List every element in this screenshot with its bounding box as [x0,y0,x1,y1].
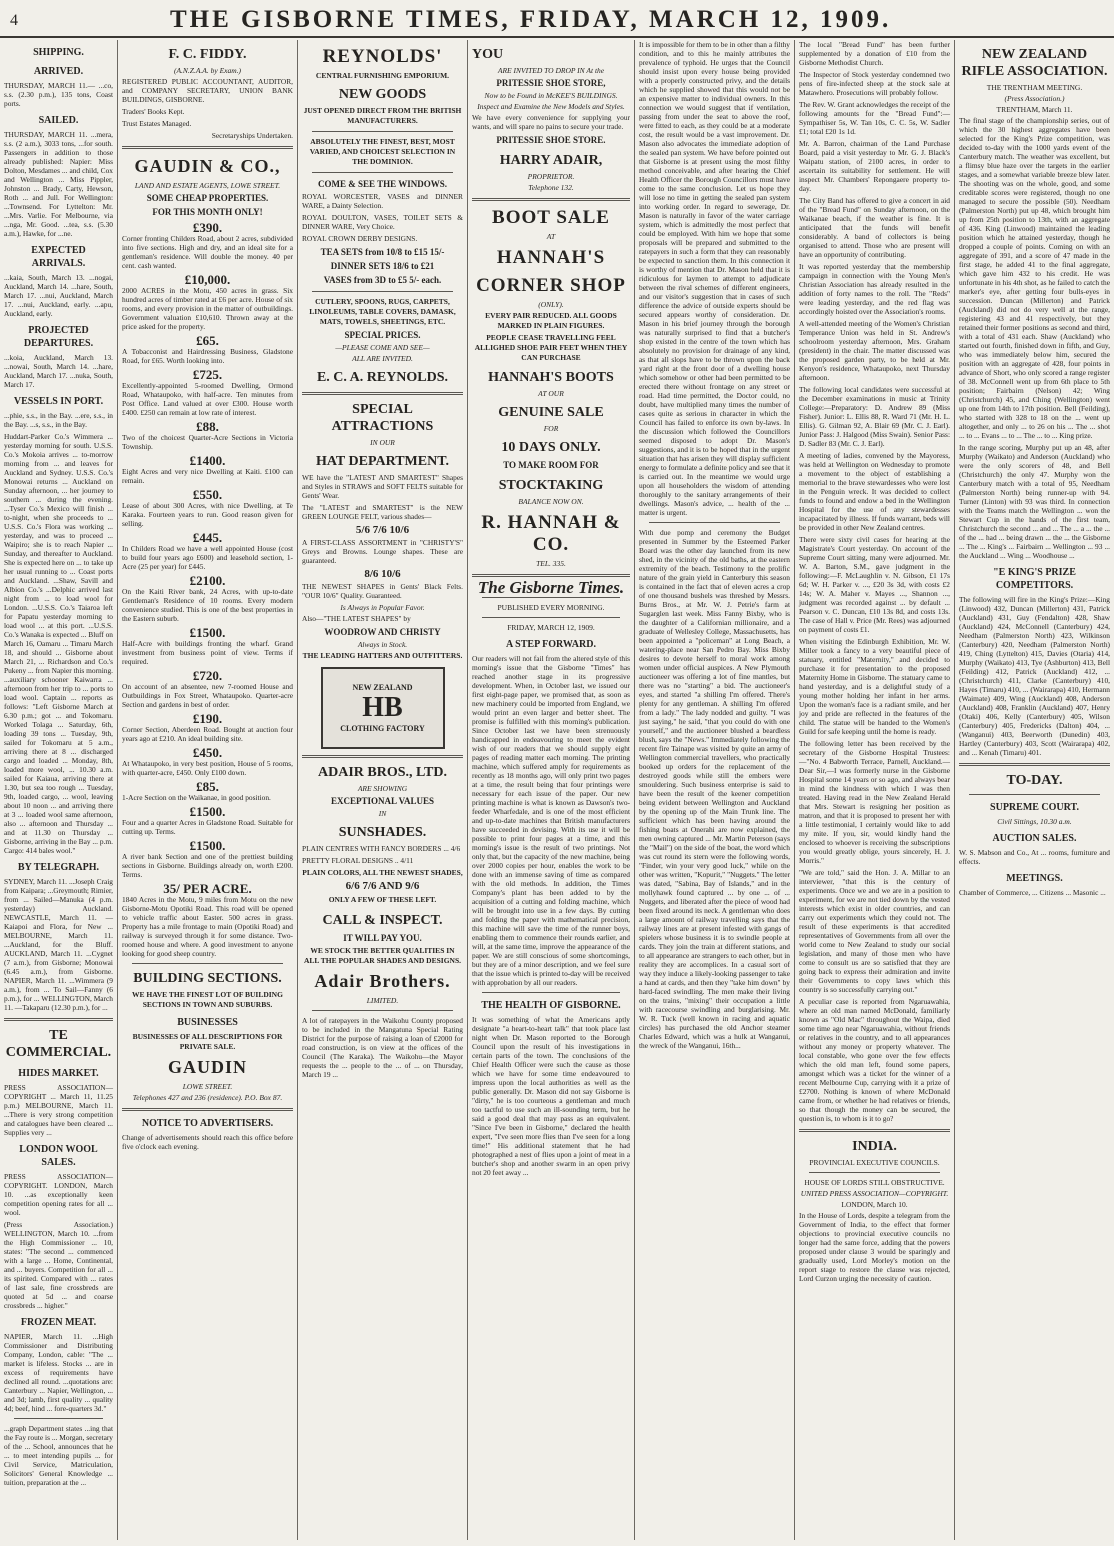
vases: VASES from 3D to £5 5/- each. [323,275,442,285]
column-news [635,40,795,1540]
divider [4,1018,113,1021]
gaudin-footer-street: LOWE STREET. [182,1082,233,1091]
membership-text: It was reported yesterday that the membership campaign in connection with the Young Men's Christian Association has already resulted in the addition of forty names to the roll. The "Reds" were leading yesterday, and the red flag was accordingly hoisted over the Association's rooms. [799,262,950,316]
hon-text: "We are told," said the Hon. J. A. Millar to an interviewer, "that this is the century of experiments. Once we and we are in a position to experiment, for we are not tied down by the vested interests which exist in older countries, and can carry out experiments which they could not. The result of these experiments is that accredited representatives of Governments from all over the world come to New Zealand to study our social legislation, and many of those men who have come to consult us are so satisfied that they are going back to express their admiration and invite their Governments to copy laws which this country is so successfully carrying out." [799,868,950,994]
harry-adair: HARRY ADAIR, [499,153,603,168]
divider [14,1418,103,1419]
ware-item: ROYAL WORCESTER, VASES and DINNER WARE, a Dainty Selection. [302,192,463,210]
listing-text: Two of the choicest Quarter-Acre Sections in Victoria Township. [122,433,293,451]
stocktaking: STOCKTAKING [498,478,604,493]
commercial-heading: TE COMMERCIAL. [5,1028,112,1060]
wool-text-2: (Press Association.) WELLINGTON, March 10. ...from the High Commissioner ... 10, states: "The second ... commenced with a large ... Home, Continental, and ... buyers. Competition for all ... its spirited. Compared with ... rates of last sale, fine crossbreds are quoted at 5d ... and coarse crossbreds ... higher." [4,1220,113,1310]
news-text: With due pomp and ceremony the Budget presented in Summer by the Esteemed Parker Board was the other day launched from its new shed, in the vicinity of the old baths, at the eastern extremity of the beach. Testimony to the prolific nature of the grain yield in Canterbury this season is contained in the fact that of eleven acres a crop of one thousand bushels was threshed by Messrs. Burns Bros., at Mr. W. J. Petrie's farm at Sugarglen last week. Miss Fanny Bixby, who is the daughter of a Californian millionaire, and a graduate of Wellesley College, Massachusetts, has been appointed a "policeman" at Long Beach, a watering-place near San Pedro Bay. Miss Bixby desires to devote herself to moral work among women under official auspices. A New Plymouth auctioneer was offering a lot of fine mantles, but there was no "starting" a bid. The auctioneer's eyes, and started "a shilling I'm offered. There's plenty for any gentleman. A shilling I'm offered from a lady." The lady nodded and guilty. "I was just saying," he said, "that you could do with one yourself," and the auctioneer blushed a beardless blush, says the "News." Immediately following the recent fire Tainape was visited by quite an army of Wellington commercial travellers, who practically booked up orders for the replacement of the destroyed goods while still the embers were smouldering. Such business enterprise is said to have been the result of the keener competition being evident between Wellington and Auckland by the opening up of the Main Trunk line. The sufficient which has been having around the fishing boats at Onerahi are now explained, the men owning captured ... Mr. Martin Peterson (says the "Mail") on the side of the boat, the word which was cut round its stern were the following words, "Finder, win your very good luck," while on the other was written, "Kopurit," "Nuggets." The letter was dated, "Sabina, Bay of Islands," and in the mollyhawk found captured ... by one ... of ... Nuggets, and liberated after the piece of wood had been fixed around its neck. A gentleman who does a large amount of railway travelling says that the railway lines are at present infested with gangs of spielers whose business it is to swindle people at cards. They join the train at different stations, and to all appearance are strangers to each other, but in reality they are accomplices. In a casual sort of way they induce a likely-looking passenger to take a hand at cards, and then they "take him down" by hard-faced swindling. The men make their living on the trains, "mixing" their occupation a little with racecourse swindling and burglarising. Mr. W. R. Tuck (well known in racing and aquatic circles) has purchased the old Anchor steamer Charles Edward, which was a hulk at Wanganui, the wreck of the Wanganui, 16th... [639,528,790,1050]
listing-text: Corner fronting Childers Road, about 2 acres, subdivided into five sections. High and dry, and an ideal site for a gentleman's residence. Will double the money. 40 per cent. cash wanted. [122,234,293,270]
windows-line: COME & SEE THE WINDOWS. [318,179,447,189]
gaudin-footer-phone: Telephones 427 and 236 (residence). P.O. Box 87. [132,1093,283,1102]
hb-clothing-logo [321,667,445,749]
divider [312,1010,453,1011]
reynolds-footer: E. C. A. REYNOLDS. [316,370,449,385]
frozen-meat-heading: FROZEN MEAT. [20,1317,97,1328]
call-inspect: CALL & INSPECT. [322,913,443,928]
ware-item: ROYAL CROWN DERBY DESIGNS. [302,234,418,243]
listing-price: £1500. [189,625,226,640]
listing-price: £65. [196,333,219,348]
listing-text: Four and a quarter Acres in Gladstone Road. Suitable for cutting up. Terms. [122,818,293,836]
vessels-notes: Huddart-Parker Co.'s Wimmera ... yesterday morning for south. U.S.S. Co.'s Mokoia arrives ... to-morrow morning from ... and leaves for Auckland and Sydney. U.S.S. Co.'s Monowai returns ... Auckland on Sunday afternoon, ... her journey to southern ... during the evening. ...Tyser Co.'s Mexico will finish ... to-night, when she proceeds to ... U.S.S. Co.'s Flora was working ... yesterday, and was to proceed ... Waipiro; she is to reach Napier ... Sunday, and thereafter to Auckland. She is expected here on ... to take up her usual running to ... Coast ports and Auckland. ...Shaw, Savill and Albion Co.'s ...Delphic arrived last night from ... to load wool for London. ...U.S.S. Co.'s Taiaroa left for Papatu yesterday morning to load wool ... at this port. ...U.S.S. Co.'s Wanaka is expected ... Bluff on March 16, Oamaru ... Timaru March 18, and should ... Gisborne about March 21, ... Richardson and Co.'s Pukeny ... from Napier this morning. ...auxiliary schooner Kaiwarra ... afternoon from her trip to ... ports to load wool. Captain ... reports as follows: "Left Gisborne March at 6.30 p.m.; got ... and Tokomaru. Worked Tolaga ... Saturday, 6th, loading 39 tons ... Tuesday, 9th, sailed for Tokomaru at 5 a.m., arriving there at 8 ... discharged cargo and loaded ... Monday, 8th, loaded more wool, ... 10.30 a.m. sailed for Kaiaua, arriving there at 1.30, but sea too rough ... Tuesday, 9th, loaded cargo, ... wool, leaving about 10 noon ... and arriving there at 3 ... loaded wool same afternoon, also ... afternoon and Thursday ... and at 11.30 on Thursday ... Gisborne, arriving in the Bay ... p.m. Cargo: 414 bales wool." [4,432,113,855]
corner-shop: CORNER SHOP [476,275,626,296]
divider [302,392,463,395]
masthead-title: THE GISBORNE TIMES, FRIDAY, MARCH 12, 1909. [170,6,892,33]
masthead [0,0,1114,38]
please-come: —PLEASE COME AND SEE— [335,343,430,352]
gaudin-sub: LAND AND ESTATE AGENTS, LOWE STREET. [134,181,281,190]
listing-price: 35/ PER ACRE. [163,881,252,896]
logo-mark: HB [362,692,403,723]
make-room: TO MAKE ROOM FOR [503,460,599,470]
floral-designs: PRETTY FLORAL DESIGNS .. 4/11 [302,856,414,865]
step-text: Our readers will not fail from the altered style of this morning's issue that the Gisborne "Times" has reached another stage in its progressive development. When, in October last, we issued our first eight-page paper, we promised that, as soon as new machinery could be imported from England, we would print an even larger and better sheet. The promise is fulfilled with this morning's publication. Since October last we have been strenuously handicapped in endeavouring to meet the evident wish of our readers that we should supply eight pages of reading matter each morning. The printing machine, which suffered amply for requirements as recently as 18 months ago, will only print two pages at a time, the result being that four printings were necessary for each issue of the paper. Our new printing machine is what is known as Dawson's two-feeder Wharfedale, and is one of the most efficient and up-to-date machines that British manufacturers have succeeded in devising. With its use it will be possible to print four pages at a time, and this morning's issue is the result of two printings. Not only that, but the capacity of the new machine, being over 2000 copies per hour, enables the work to be done with an immense saving of time as compared with the old methods. In addition, the Times Company's plant has been added to by the acquisition of a cutting and folding machine, which will be brought into use in a few days. By cutting and folding the paper with mathematical precision, this machine will save the time of the runner boys, enabling them to commence their rounds earlier, and will, at the same time, improve the appearance of the paper. We are still conscious of some shortcomings, but they are of a minor description, and we feel sure that the issue which is printed to-day will be received with approbation by all our readers. [472,654,630,987]
genuine-sale: GENUINE SALE [498,405,604,420]
bread-text: The local "Bread Fund" has been further supplemented by a donation of £10 from the Gisborne Methodist Church. [799,40,950,67]
meeting-text: A meeting of ladies, convened by the Mayoress, was held at Wellington on Wednesday to promote a movement to the object of establishing a memorial to the brave stewardesses who were lost in the Penguin wreck. It was decided to collect funds to found and endow a bed in the Wellington Hospital for the use of any stewardesses incapacitated by illness. If funds warrant, beds will be provided in other New Zealand centres. [799,451,950,532]
limited: LIMITED. [366,996,399,1005]
listing-text: 1-Acre Section on the Waikanae, in good position. [122,793,271,802]
logo-top: NEW ZEALAND [352,683,413,692]
wctu-text: A well-attended meeting of the Women's Christian Temperance Union was held in St. Andrew's schoolroom yesterday afternoon, Mrs. Graham (president) in the chair. The matter discussed was the proposed garden party, to be held at Mr. Kenyon's residence, Whataupoko, next Thursday afternoon. [799,319,950,382]
lounge-text: The "LATEST and SMARTEST" is the NEW GREEN LOUNGE FELT, various shades— [302,503,463,521]
divider [122,1108,293,1111]
stock-text: WE STOCK THE BETTER QUALITIES IN ALL THE POPULAR SHADES AND DESIGNS. [304,946,461,965]
listing-text: On the Kaiti River bank, 24 Acres, with up-to-date Gentleman's Residence of 10 rooms. Every modern convenience studied. This is one of the best properties in the Eastern suburb. [122,587,293,623]
divider [312,172,453,173]
cutlery-text: CUTLERY, SPOONS, RUGS, CARPETS, LINOLEUMS, TABLE COVERS, DAMASK, MATS, TOWELS, SHEETINGS, ETC. [309,297,456,326]
always-stock: Always in Stock. [357,640,408,649]
you-heading: YOU [472,47,504,62]
divider [132,963,283,964]
letter-text: The following letter has been received by the secretary of the Gisborne Hospital Trustees:—"No. 4 Babworth Terrace, Parnell, Auckland.—Dear Sir,—I was formerly nurse in the Gisborne Hospital some 14 years or so ago, and always bear in mind the kindness with which I was then treated. Having read in the New Zealand Herald that Mrs. Stewart is resigning her position as matron, and that it is proposed to present her with a little testimonial, I certainly would like to add my mite. If you, sir, would kindly hand the enclosed to whoever is receiving the subscriptions you would greatly oblige, yours sincerely, H. J. Morris." [799,739,950,865]
health-heading: THE HEALTH OF GISBORNE. [481,1000,621,1011]
health-text: It was something of what the Americans aptly designate "a heart-to-heart talk" that took place last night when Dr. Mason reported to the Borough Council upon the result of his investigations in certain parts of the town. The conclusions of the Chief Health Officer were such the cause as those which we have for some time endeavoured to impress upon the local authorities as well as the public generally. Dr. Mason did not say Gisborne is "dirty," he is too courteous a gentleman and much too tactful to use such an ill-sounding term, but he said a good deal that may pass as an equivalent. "Since I've been in Gisborne," declared the health expert, "I've seen more flies than I've seen for a long time!" His additional statement that he had photographed a nest of flies upon a joint of meat in a butcher's shop and another swarm in an open privy not 20 feet away ... [472,1015,630,1177]
listing-text: On account of an absentee, new 7-roomed House and Outbuildings in Fox Street, Whataupoko. Quarter-acre Section and gardens in best of order. [122,682,293,709]
listing-price: £85. [196,779,219,794]
hat-department: HAT DEPARTMENT. [315,454,450,469]
grant-text: The Rev. W. Grant acknowledges the receipt of the following amounts for the "Bread Fund":—Sympathiser 5s, W. Tan 10s, C. C. 5s, W. Sadler £1; total £20 1s 1d. [799,100,950,136]
listing-price: £1500. [189,804,226,819]
listing-text: Half-Acre with buildings fronting the wharf. Grand investment from business point of view. Terms if required. [122,639,293,666]
in-our: IN OUR [370,438,395,447]
sunshades: SUNSHADES. [338,825,427,840]
listing-price: £10,000. [184,272,231,287]
hannah-co: R. HANNAH & CO. [481,512,621,555]
exam-text: The following local candidates were successful at the December examinations in music at Trinity College:—Preparatory: D. Andrew 89 (Miss Fisher). Junior: L. Ellis 88, R. Ward 71 (Mr. H. L. Ellis). G. Gilman 92, A. Blair 69 (Mr. C. J. Earl). Junior Pass: J. Halgood (Miss Swain). Senior Pass: D. Sadler 83 (Mr. C. J. Earl). [799,385,950,448]
plain-centres: PLAIN CENTRES WITH FANCY BORDERS ... 4/6 [302,844,461,853]
lounge-prices: 5/6 7/6 10/6 [355,524,410,536]
leading-hatters: THE LEADING HATTERS AND OUTFITTERS. [302,651,463,660]
balance: BALANCE NOW ON. [518,497,584,506]
businesses-heading: BUSINESSES [177,1017,238,1028]
pritessie-name: PRITESSIE SHOE STORE, [496,78,606,88]
notice-text: Change of advertisements should reach this office before five o'clock each evening. [122,1133,293,1151]
listing-text: In Childers Road we have a well appointed House (cost to build four years ago £600) and leasehold section, 1-Acre (25 per year) for £445. [122,544,293,571]
exceptional-values: EXCEPTIONAL VALUES [331,796,434,806]
date-line: FRIDAY, MARCH 12, 1909. [507,623,595,632]
listing-price: £720. [192,668,223,683]
listing-text: A Tobacconist and Hairdressing Business, Gladstone Road, for £65. Worth looking into. [122,347,293,365]
hat-text: WE have the "LATEST AND SMARTEST" Shapes and Styles in STRAWS and SOFT FELTS suitable for Gents' Wear. [302,473,463,500]
divider [969,794,1100,795]
india-text: In the House of Lords, despite a telegram from the Government of India, to the effect that former objections to provincial executive councils no longer had the same force, adding that the powers proposed under clause 3 would be sparingly and gradually used, Lord Morley's motion on the report stage to restore the clause was rejected, Lord Curzon urging the necessity of caution. [799,1211,950,1283]
barron-text: Mr. A. Barron, chairman of the Land Purchase Board, paid a visit yesterday to Mr. G. J. Black's Waipatu station, of 2100 acres, in order to ascertain its suitability for settlement. He will inspect Mr. Chambers' Repongaere property to-day. [799,139,950,193]
court-text: There were sixty civil cases for hearing at the Magistrate's Court yesterday. On account of the Supreme Court sitting, many were adjourned. Mr. W. A. Barton, S.M., gave judgment in the following:—F. McLaughlin v. N. Gibson, £1 17s 6d; W. H. Parker v. ..., £20 3s 3d, with costs £2 14s; W. A. Maher v. Mayes ..., Shannon ..., judgment was recorded against ... by default ... Pearson v. C. Duncan, £10 13s 8d, and costs 13s. The case of Hall v. Price (Mr. Rees) was adjourned on payment of costs £1. [799,535,950,634]
woodrow: WOODROW AND CHRISTY [324,627,441,637]
listing-text: Lease of about 300 Acres, with nice Dwelling, at Te Karaka. Fourteen years to run. Good reason given for selling. [122,501,293,528]
rifle-heading: NEW ZEALAND RIFLE ASSOCIATION. [961,47,1108,79]
divider [959,763,1110,766]
sailed-heading: SAILED. [38,115,79,126]
arrived-text: THURSDAY, MARCH 11.— ...co, s.s. (2.30 p.m.), 135 tons, Coast ports. [4,81,113,108]
telegraph-text: SYDNEY, March 11. ...Joseph Craig from Kaipara; ...Greymouth; Rimier, from ... Sailed—Manuka (4 p.m. yesterday) Auckland. NEWCASTLE, March 11. —Kaiapoi and Flora, for New ... MELBOURNE, March 11. ...Auckland, for the Bluff. AUCKLAND, March 11. ...Cygnet (7 a.m.), from Gisborne; Monowai (6.45 a.m.), from Gisborne. NAPIER, March 11. ...Wimmera (9 a.m.), from ... To Sail—Fanny (6 p.m.), for ... WELLINGTON, March 11. —Takaparu (12.30 p.m.), for ... [4,877,113,1012]
divider [472,574,630,577]
inspect-text: Inspect and Examine the New Models and Styles. [477,102,625,111]
only: (ONLY). [538,300,564,309]
expected-arrivals-heading: EXPECTED ARRIVALS. [31,245,86,269]
convenience-text: We have every convenience for supplying your wants, and will spare no pains to secure your trade. [472,113,630,131]
dinner-sets: DINNER SETS 18/6 to £21 [330,261,435,271]
wool-heading: LONDON WOOL SALES. [19,1144,98,1168]
are-showing: ARE SHOWING [357,784,408,793]
in-word: IN [378,809,387,818]
exhibition-text: When visiting the Edinburgh Exhibition, Mr. W. Miller took a fancy to a very beautiful piece of statuary, entitled "Maternity," and decided to purchase it for presentation to the proposed Maternity Home in Gisborne. The statuary came to hand yesterday, and is a delightful study of a young mother holding her infant in her arms. Upon the woman's face is a radiant smile, and her joy and pride are reflected in the features of the child. The statue will be handed to the Women's Guild for safe keeping until the home is ready. [799,637,950,736]
new-goods: NEW GOODS [338,87,427,102]
column-reynolds-ads [298,40,468,1540]
telephone: Telephone 132. [528,183,574,192]
times-title: The Gisborne Times. [477,578,625,597]
reynolds-sub: CENTRAL FURNISHING EMPORIUM. [315,71,450,80]
adair-footer: Adair Brothers. [314,971,451,991]
column-local-news [795,40,955,1540]
adair-name: ADAIR BROS., LTD. [317,765,447,780]
christys-prices: 8/6 10/6 [364,568,401,580]
listing-text: Corner Section, Aberdeen Road. Bought at auction four years ago at £210. An ideal building site. [122,725,293,743]
bottom-text: ...graph Department states ...ing that the Fay route is ... Morgan, secretary of the ... School, announces that he ... to meet intending pupils ... for Civil Service, Matriculation, Solicitors' General Knowledge ... tuition, preparation at the ... [4,1424,113,1487]
hannahs: HANNAH'S [496,247,606,268]
shipping-heading: SHIPPING. [33,47,84,58]
kings-text: The following will fire in the King's Prize:—King (Linwood) 432, Duncan (Millerton) 431, Patrick (Auckland) 431, Guy (Fendalton) 428, Shaw (Auckland) 424, McConnell (Canterbury) 424, Needham (Palmerston North) 423, Wilkinson (Canterbury) 420, Needham (Palmerston North) 419, Ching (Lyttelton) 415, Davies (Otaria) 414, Murphy (Waikato) 413, Tye (Ashburton) 413, Bell (Feilding) 412, Patrick (Auckland) 412, ... (Christchurch) 411, Clarke (Canterbury) 410, Hayes (Timaru) 410, ... (Wairarapa) 410, Hermann (Waimate) 409, Wing (Auckland) 408, Anderson (Auckland) 408, Franklin (Auckland) 407, Henry (Otaki) 406, Kelly (Canterbury) 405, Wilson (Canterbury) 405, Fredericks (Dalton) 404, ... (Wanganui) 403, Beerworth (Dunedin) 403, Hartley (Canterbury) 403, Scott (Wairarapa) 402, and ... Kenah (Timaru) 401. [959,595,1110,757]
hannah-tel: TEL. 335. [536,559,566,568]
today-heading: TO-DAY. [1006,773,1063,788]
month-only: FOR THIS MONTH ONLY! [152,207,263,217]
found-text: Now to be Found in McKEE'S BUILDINGS. [484,91,618,100]
divider [312,291,453,292]
kings-heading: "E KING'S PRIZE COMPETITORS. [993,567,1076,591]
divider [799,1129,950,1132]
peculiar-text: A peculiar case is reported from Ngaruawahia, where an old man named McDonald, familiarly known as "Old Mac" throughout the Waipa, died some time ago near Ngaruawahia, without friends or relatives in the country, and to all appearances without any money or property whatever. The local constable, who gone over the few effects which the old man left, found some papers, amongst which was a ticket for the winner of a recent Melbourne Cup, carrying with it a prize of £2700. Nothing is known of where McDonald came from, or whether he had relatives or friends, so that though the money can be secured, the question is, to whom is it to go? [799,997,950,1123]
wool-text: PRESS ASSOCIATION—COPYRIGHT. LONDON, March 10. ...as exceptionally keen competition opening rates for all ... wool. [4,1172,113,1217]
listing-text: Excellently-appointed 5-roomed Dwelling, Ormond Road, Whataupoko, with half-acre. Ten minutes from Post Office. Land valued at over £300. House worth £400. £250 can remain at low rate of interest. [122,381,293,417]
frozen-meat-text: NAPIER, March 11. ...High Commissioner and Distributing Company, London, cable: "The ... market is lifeless. Stocks ... are in excess of requirements have declined all round. ...quotations are: Canterbury ... Napier, Wellington, ... and 3d; lamb, first quality ... quality 4d; beef, hind ... fore-quarters 3d." [4,1332,113,1413]
will-pay: IT WILL PAY YOU. [343,933,422,943]
column-editorial [468,40,635,1540]
projected-departures-text: ...koia, Auckland, March 13. ...nowai, South, March 14. ...hare, Auckland, March 17. ...nuka, South, March 17. [4,353,113,389]
listing-price: £1500. [189,838,226,853]
india-press: UNITED PRESS ASSOCIATION—COPYRIGHT. [800,1189,949,1198]
fiddy-name: F. C. FIDDY. [168,47,247,62]
new-goods-text: JUST OPENED DIRECT FROM THE BRITISH MANUFACTURERS. [303,106,462,125]
published: PUBLISHED EVERY MORNING. [497,603,605,612]
building-text: WE HAVE THE FINEST LOT OF BUILDING SECTIONS IN TOWN AND SUBURBS. [132,990,283,1009]
expected-arrivals-text: ...kaia, South, March 13. ...nogai, Auckland, March 14. ...hare, South, March 17. ...nui, Auckland, March 17. ...nui, Auckland, early. ...apu, Auckland, early. [4,273,113,318]
band-text: The City Band has offered to give a concert in aid of the "Bread Fund" on Sunday afternoon, on the Waikanae beach, if the weather is fine. It is anticipated that the funds will benefit considerably. A band of collectors is being organised to attend. Those who are present will have an opportunity of contributing. [799,196,950,259]
listing-price: £88. [196,419,219,434]
auction-text: W. S. Mabson and Co., At ... rooms, furniture and effects. [959,848,1110,866]
listing-price: £450. [192,745,223,760]
dateline: TRENTHAM, March 11. [996,105,1073,114]
boot-sale: BOOT SALE [492,207,610,228]
listing-price: £725. [192,367,223,382]
pritessie-footer: PRITESSIE SHOE STORE. [496,135,606,145]
listing-text: 2000 ACRES in the Motu, 450 acres in grass. Six hundred acres of timber rated at £6 per acre. House of six rooms, and every provision in the matter of outbuildings. Government valuation £10,610. Thrown away at the price asked for the property. [122,286,293,331]
special-prices: SPECIAL PRICES. [344,330,421,340]
listing-price: £2100. [189,573,226,588]
plain-colors: PLAIN COLORS, ALL THE NEWEST SHADES, [302,868,463,877]
cheap-properties: SOME CHEAP PROPERTIES. [146,193,269,203]
listing-price: £550. [192,487,223,502]
supreme-heading: SUPREME COURT. [990,802,1079,813]
divider [482,617,620,618]
listing-price: £190. [192,711,223,726]
trentham-heading: THE TRENTHAM MEETING. [986,83,1083,92]
listing-price: £390. [192,220,223,235]
at-word: AT [546,232,556,241]
notice-heading: NOTICE TO ADVERTISERS. [141,1118,274,1129]
auction-heading: AUCTION SALES. [992,833,1077,844]
divider [122,146,293,149]
supreme-text: Civil Sittings, 10.30 a.m. [997,817,1072,826]
vessels-heading: VESSELS IN PORT. [13,396,104,407]
bottom-text: A lot of ratepayers in the Waikohu County proposed to be included in the Mangatuna Special Rating District for the purpose of raising a loan of £2000 for road construction, is on view at the offices of the Council (The Karaka). The Waikohu—the Mayor requests the ... people to the ... of ... on Thursday, March 19 ... [302,1016,463,1079]
meetings-text: Chamber of Commerce, ... Citizens ... Masonic ... [959,888,1106,897]
invited-text: ARE INVITED TO DROP IN At the [497,66,605,75]
proprietor: PROPRIETOR. [527,172,575,181]
divider [809,1172,940,1173]
news-text: It is impossible for them to be in other than a filthy condition, and to this he mainly attributes the prevalence of typhoid. He urges that the Council should insist upon every house being provided with a properly constructed privy, and the details which he supplied showed that this would not be an expensive matter to individual owners. In this connection we would suggest that if ventilation, passing from under the seat to above the roof, were fitted to each, as they could be at a moderate cost, the result would be a vast improvement. Dr. Mason also advocates the immediate adoption of the sealed pan system. We have before pointed out that Gisborne is at present using the most filthy method conceivable, and after hearing the Chief Health Officer the Borough Councillors must have come to the same conclusion. Let us hope they will lose no time in getting the sealed pan system into working order. In regard to sewerage, Dr. Mason is naturally in favor of the water carriage system, which is admittedly the most perfect that could be employed. With him we hope that some proposals will be prepared and submitted to the ratepayers in such a form that they can reasonably be expected to sanction them. In this connection it is worthy of mention that Dr. Mason held that it is ridiculous for laymen to attempt to adjudicate between the rival schemes of different engineers, and our visitor's suggestion that in cases of such difference the advice of outside experts should be secured appears worthy of consideration. Dr. Mason in his brief journey through the borough was naturally surprised to find that a butcher's shop existed in the centre of the town which has absolutely no provision for drainage of any kind, as that all slops have to be thrown upon the back yard right at the front door of a dwelling house which somehow or other had been permitted to be erected there without frontage on any street or road. Had time permitted, the Doctor could, no doubt, have multiplied many times the number of cases quite as serious in character in which the Council has failed to enforce its own by-laws. In the discussion which followed the Councillors seemed disposed to adopt Dr. Mason's suggestions, and it is to be hoped that in the urgent situation that has arisen they will display sufficient energy to formulate a definite policy and see that it is carried out. In the meantime we would urge upon all householders the wisdom of attending thoroughly to the sanitary arrangements of their dwellings. Mason's advice, ... health of the ... matter is urgent. [639,40,790,517]
press-line: (Press Association.) [1004,94,1065,103]
finest-text: ABSOLUTELY THE FINEST, BEST, MOST VARIED, AND CHOICEST SELECTION IN THE DOMINION. [309,137,456,166]
divider [312,131,453,132]
listing-text: A river bank Section and one of the prettiest building sections in Gisborne. Buildings already on, worth £200. Terms. [122,852,293,879]
arrived-heading: ARRIVED. [33,66,84,77]
projected-departures-heading: PROJECTED DEPARTURES. [23,325,94,349]
sailed-text: THURSDAY, MARCH 11. ...mera, s.s. (2 a.m.), 3033 tons, ...for south. Passengers in addition to those already published: Napier: Miss Dolton, Mesdames ... and child, Cox and Wellington ... Miss Pippler, Johnston ... Brady, Carty, Hewson, Roth ... and Jull. For Wellington: ...Townsend. For Lyttelton: Mr. ...Mrs. Varlie. For Melbourne, via ...nga, Mr. Good. ...tea, s.s. (5.30 a.m.), Hawke, for ...ne. [4,130,113,238]
gaudin-name: GAUDIN & CO., [134,156,281,176]
rifle-text: The final stage of the championship series, out of which the 30 highest aggregates have been selected for the King's Prize competition, was decided to-day with the 1000 yards event of the Canterbury match. The weather was excellent, but a flimsy blue haze over the targets in the earlier stages, and a somewhat variable breeze blew later. The shooting was on the whole, good, and some creditable scores were registered, though no one managed to secure the possible (50). Needham (Palmerston North) put up 48, which brought him up from 25th position to 13th, with an aggregate of 436. King (Linwood) maintained the leading position which he attained yesterday, though he dropped a couple of points. Coming on with an aggregate of 391, and a score of 47 made in the first stage, he added 41 to the final aggregate, which gave him 432 to his credit. He was unfortunate in his 4th shot, as he failed to catch the marker's eye, after getting four bulls-eyes in succession. Duncan (Millerton) and Patrick (Auckland) did not do very well at the range, registering 43 and 41 respectively, but they retained their former positions as second and third, with a total of 431 each. Shaw (Auckland) who started out fourth, finished down in fifth, and Guy, who was immediately below him, secured the position with an aggregate of 428, four points in advance of Short, who only scored a range register of 38. McConnell went up from 6th place to 5th position; Fairbairn (Nelson) 42; Wing (Christchurch) 45, and Ching (Wellington) went up one from 14th to 17th position. Bell (Feilding), who started with 328 to 18 on the ... went up altogether, and only ... to 26 on his ... The ... shot ... to ... Evans ... to ... The ... to ... King prize. [959,116,1110,440]
column-rifle [955,40,1114,1540]
fiddy-books: Traders' Books Kept. [122,107,185,116]
reynolds-name: REYNOLDS' [322,46,443,67]
ware-item: ROYAL DOULTON, VASES, TOILET SETS & DINNER WARE, Very Choice. [302,213,463,231]
logo-bottom: CLOTHING FACTORY [340,724,425,733]
listing-text: Eight Acres and very nice Dwelling at Kaiti. £100 can remain. [122,467,293,485]
india-sub-1: PROVINCIAL EXECUTIVE COUNCILS. [809,1158,940,1167]
divider [472,198,630,201]
listing-price: £1400. [189,453,226,468]
india-dateline: LONDON, March 10. [841,1200,908,1209]
newest-text: THE NEWEST SHAPES in Gents' Black Felts. "OUR 10/6" Quality. Guaranteed. [302,582,463,600]
for-word: FOR [543,424,559,433]
column-shipping [0,40,118,1540]
divider [302,755,463,758]
only-few: ONLY A FEW OF THESE LEFT. [328,895,437,904]
at-our: AT OUR [538,389,564,398]
india-sub-2: HOUSE OF LORDS STILL OBSTRUCTIVE. [804,1178,945,1187]
listing-text: At Whataupoko, in very best position, House of 5 rooms, with quarter-acre, £450. Only £100 down. [122,759,293,777]
tea-sets: TEA SETS from 10/8 to £15 15/- [320,247,445,257]
fiddy-quals: (A.N.Z.A.A. by Exam.) [173,66,242,75]
all-invited: ALL ARE INVITED. [352,354,413,363]
telegraph-heading: BY TELEGRAPH. [17,862,100,873]
divider [482,597,620,598]
meetings-heading: MEETINGS. [1006,873,1063,884]
property-listings [122,220,293,958]
hides-text: PRESS ASSOCIATION—COPYRIGHT ... March 11, 11.25 p.m.) MELBOURNE, March 11. ...There is very strong competition and catalogues have been cleared ... Supplies very ... [4,1083,113,1137]
gaudin-footer-name: GAUDIN [167,1057,247,1077]
ten-days: 10 DAYS ONLY. [501,440,601,455]
step-heading: A STEP FORWARD. [506,639,596,650]
rifle-text-2: In the range scoring, Murphy put up an 48, after Murphy (Waikato) and Anderson (Auckland) who were the only scorers of 48, and Bell (Christchurch) the only 47. Murphy won the Canterbury match with a total of 95, Needham (Palmerston North) being runner-up with 94. Turner (Linton) with 93 was third. In connection with the Teams match the Wellington ... won the Stewart Cup in the hands of the first team, Christchurch the second ... and ... The ... a ... the ... of the ... had ... being drawn ... the ... the Gisborne ... The ... King's ... Fairbairn ... Wellington ... 93 ... the Auckland ... Wing ... Woodhouse ... [959,443,1110,560]
column-gaudin-ads [118,40,298,1540]
stock-text: The Inspector of Stock yesterday condemned two pens of fire-infected sheep at the stock sale at Matawhero. Prosecutions will probably follow. [799,70,950,97]
page-number: 4 [10,12,18,29]
building-heading: BUILDING SECTIONS. [133,971,282,986]
every-pair: EVERY PAIR REDUCED. ALL GOODS MARKED IN PLAIN FIGURES. [485,311,617,330]
fiddy-text: REGISTERED PUBLIC ACCOUNTANT, AUDITOR, and COMPANY SECRETARY, UNION BANK BUILDINGS, GISBORNE. [122,77,293,104]
india-heading: INDIA. [852,1139,897,1154]
hides-heading: HIDES MARKET. [18,1068,99,1079]
christys-text: A FIRST-CLASS ASSORTMENT in "CHRISTY'S" Greys and Browns. Lounge shapes. These are guaranteed. [302,538,463,565]
listing-text: 1840 Acres in the Motu, 9 miles from Motu on the new Gisborne-Motu Opotiki Road. This road will be opened to vehicle traffic about Easter. 500 acres in grass. Property has a mile frontage to main (Opotiki Road) and railway is surveyed through it for some distance. Two-roomed house and where. A good investment to anyone looking for good sheep country. [122,895,293,958]
special-attractions: SPECIAL ATTRACTIONS [331,402,434,434]
listing-price: £445. [192,530,223,545]
latest-shapes: Also—"THE LATEST SHAPES" by [302,614,411,623]
plain-prices: 6/6 7/6 AND 9/6 [345,880,420,892]
hannahs-boots: HANNAH'S BOOTS [488,370,614,385]
vessels-text: ...phie, s.s., in the Bay. ...ere, s.s., in the Bay. ...s, s.s., in the Bay. [4,411,113,429]
fiddy-secretary: Secretaryships Undertaken. [211,131,293,140]
divider [649,522,780,523]
businesses-text: BUSINESSES OF ALL DESCRIPTIONS FOR PRIVATE SALE. [132,1032,283,1051]
divider [482,992,620,993]
fiddy-estates: Trust Estates Managed. [122,119,192,128]
popular-text: Is Always in Popular Favor. [340,603,425,612]
people-text: PEOPLE CEASE TRAVELLING FEEL ALLIGHED SHOE PAIR FEET WHEN THEY CAN PURCHASE [474,333,628,362]
